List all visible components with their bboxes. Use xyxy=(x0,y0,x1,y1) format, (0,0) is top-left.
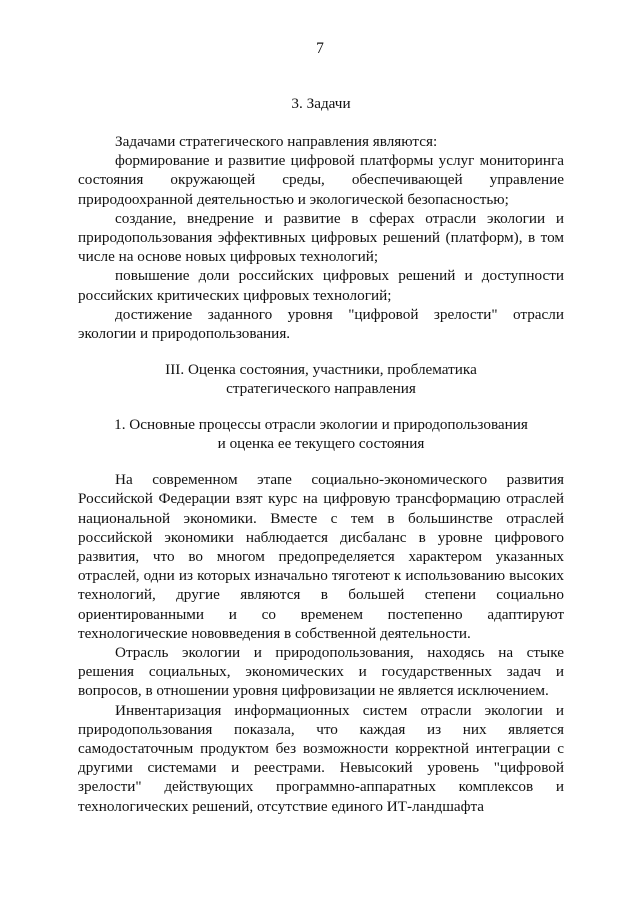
tasks-intro: Задачами стратегического направления являются: xyxy=(115,133,438,150)
page-number: 7 xyxy=(316,40,324,57)
task-item-4: достижение заданного уровня "цифровой зрелости" отрасли экологии и природопользования. xyxy=(78,305,564,343)
section-heading-line-1: III. Оценка состояния, участники, проблематика xyxy=(165,361,477,379)
subsection-heading-line-2: и оценка ее текущего состояния xyxy=(217,435,425,453)
body-paragraph-1: На современном этапе социально-экономического развития Российской Федерации взят курс на цифровую трансформацию отраслей национальной экономики. Вместе с тем в большинстве отраслей российской экономики наблюдается дисбаланс в уровне цифрового развития, что во многом предопределяется характером указанных отраслей, одни из которых изначально тяготеют к использованию высоких технологий, другие являются в большей степени социально ориентированными и со временем постепенно адаптируют технологические нововведения в собственной деятельности. xyxy=(78,471,564,642)
section-heading-line-2: стратегического направления xyxy=(226,380,416,398)
task-item-1: формирование и развитие цифровой платформы услуг мониторинга состояния окружающей среды, обеспечивающей управление природоохранной деятельностью и экологической безопасностью; xyxy=(78,152,564,208)
section-heading-tasks: 3. Задачи xyxy=(291,95,351,112)
subsection-heading-line-1: 1. Основные процессы отрасли экологии и природопользования xyxy=(114,416,528,434)
body-paragraph-2: Отрасль экологии и природопользования, находясь на стыке решения социальных, экономических и государственных задач и вопросов, в отношении уровня цифровизации не является исключением. xyxy=(78,644,564,700)
task-item-3: повышение доли российских цифровых решений и доступности российских критических цифровых технологий; xyxy=(78,267,564,304)
document-body xyxy=(78,94,564,816)
body-paragraph-3: Инвентаризация информационных систем отрасли экологии и природопользования показала, что каждая из них является самодостаточным продуктом без возможности корректной интеграции с другими системами и реестрами. Невысокий уровень "цифровой зрелости" действующих программно-аппаратных комплексов и технологических решений, отсутствие единого ИТ-ландшафта xyxy=(78,701,564,815)
task-item-2: создание, внедрение и развитие в сферах отрасли экологии и природопользования эффективных цифровых решений (платформ), в том числе на основе новых цифровых технологий; xyxy=(78,209,564,266)
subsection-heading-processes xyxy=(78,415,564,453)
section-heading-assessment xyxy=(78,360,564,398)
